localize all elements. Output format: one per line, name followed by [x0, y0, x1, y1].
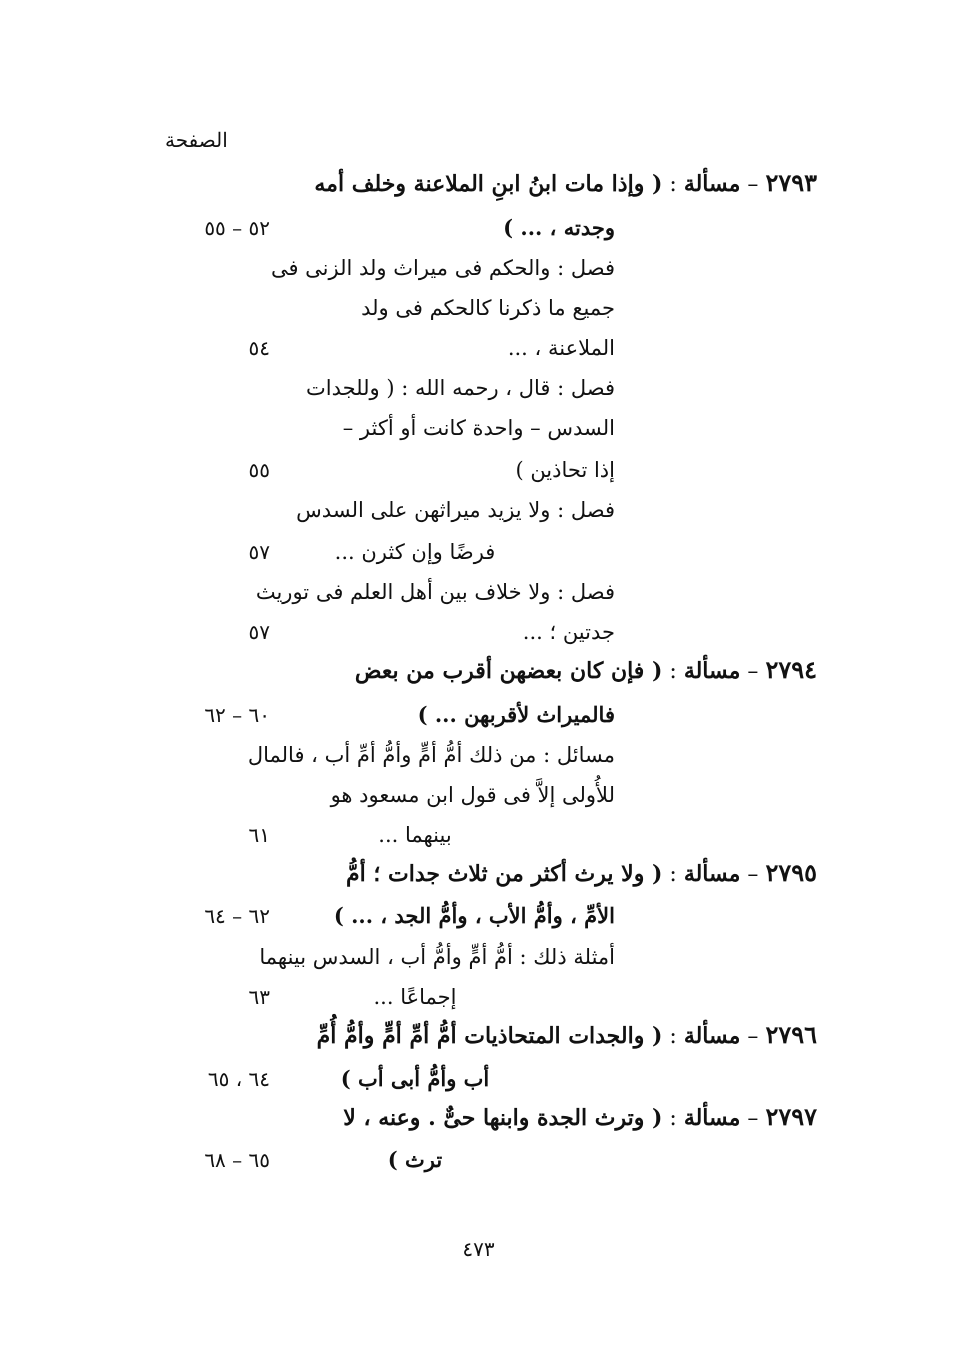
- entry-2797-title-line1: ٢٧٩٧ – مسألة : ( وترث الجدة وابنها حىٌّ . وعنه ، لا: [343, 1102, 817, 1131]
- page-column-header: الصفحة: [165, 128, 228, 152]
- section-line: أمثلة ذلك : أمُّ أمٍّ وأمُّ أب ، السدس بينهما: [259, 945, 615, 969]
- section-pages: ٥٤: [248, 336, 270, 360]
- entry-number: ٢٧٩٤: [765, 655, 817, 684]
- entry-2795-pages: ٦٢ – ٦٤: [204, 904, 270, 928]
- entry-label: مسألة: [683, 171, 741, 197]
- section-line: إجماعًا ...: [373, 985, 457, 1009]
- section-line: فصل : قال ، رحمه الله : ( وللجدات: [305, 376, 615, 400]
- section-line: مسائل : من ذلك أمُّ أمٍّ وأمُّ أمِّ أب ، فالمال: [247, 743, 615, 767]
- entry-2797-pages: ٦٥ – ٦٨: [204, 1148, 270, 1172]
- entry-title: ( والجدات المتحاذيات أمُّ أمِّ أمٍّ وأمُّ أُمِّ: [316, 1023, 663, 1049]
- entry-2797-title-line2: ترث ): [387, 1147, 443, 1172]
- page-number: ٤٧٣: [462, 1237, 495, 1261]
- entry-label: مسألة: [683, 1105, 741, 1131]
- section-pages: ٥٥: [248, 458, 270, 482]
- entry-2794-title-line1: ٢٧٩٤ – مسألة : ( فإن كان بعضهن أقرب من بعض: [354, 655, 817, 684]
- entry-2793-title-line1: ٢٧٩٣ – مسألة : ( وإذا مات ابنُ ابنِ الملاعنة وخلف أمه: [314, 168, 817, 197]
- section-line: فرضًا وإن كثرن ...: [334, 540, 496, 564]
- entry-2796-title-line2: أب وأمُّ أبى أب ): [340, 1066, 490, 1091]
- section-line: للأُولى إلاَّ فى قول ابن مسعود هو: [330, 783, 615, 807]
- entry-2795-title-line1: ٢٧٩٥ – مسألة : ( ولا يرث أكثر من ثلاث جدات ؛ أمُّ: [346, 858, 817, 887]
- entry-number: ٢٧٩٣: [765, 168, 817, 197]
- entry-2793-title-line2: وجدته ، ... ): [503, 215, 615, 240]
- entry-2793-pages: ٥٢ – ٥٥: [204, 216, 270, 240]
- section-pages: ٦١: [248, 823, 270, 847]
- entry-title: ( ولا يرث أكثر من ثلاث جدات ؛ أمُّ: [346, 861, 663, 887]
- entry-label: مسألة: [683, 861, 741, 887]
- entry-label: مسألة: [683, 1023, 741, 1049]
- section-line: فصل : والحكم فى ميراث ولد الزنى فى: [270, 256, 615, 280]
- entry-title: ( فإن كان بعضهن أقرب من بعض: [354, 658, 663, 684]
- section-line: بينهما ...: [378, 823, 452, 847]
- entry-2796-title-line1: ٢٧٩٦ – مسألة : ( والجدات المتحاذيات أمُّ أمِّ أمٍّ وأمُّ أُمِّ: [316, 1020, 817, 1049]
- section-line: إذا تحاذين ): [515, 458, 615, 482]
- entry-2794-pages: ٦٠ – ٦٢: [204, 703, 270, 727]
- section-line: فصل : ولا خلاف بين أهل العلم فى توريث: [255, 580, 615, 604]
- entry-2794-title-line2: فالميراث لأقربهن ... ): [417, 702, 615, 727]
- section-line: فصل : ولا يزيد ميراثهن على السدس: [296, 498, 615, 522]
- entry-2795-title-line2: الأمِّ ، وأمُّ الأب ، وأمُّ الجد ، ... ): [333, 903, 615, 928]
- entry-title: ( وإذا مات ابنُ ابنِ الملاعنة وخلف أمه: [314, 171, 663, 197]
- section-pages: ٦٣: [248, 985, 270, 1009]
- section-line: جميع ما ذكرنا كالحكم فى ولد: [361, 296, 615, 320]
- entry-label: مسألة: [683, 658, 741, 684]
- entry-number: ٢٧٩٦: [765, 1020, 817, 1049]
- entry-2796-pages: ٦٤ ، ٦٥: [207, 1067, 270, 1091]
- entry-number: ٢٧٩٧: [765, 1102, 817, 1131]
- section-pages: ٥٧: [248, 540, 270, 564]
- section-line: الملاعنة ، ...: [507, 336, 615, 360]
- section-pages: ٥٧: [248, 620, 270, 644]
- section-line: السدس – واحدة كانت أو أكثر –: [342, 416, 615, 440]
- entry-title: ( وترث الجدة وابنها حىٌّ . وعنه ، لا: [343, 1105, 663, 1131]
- section-line: جدتين ؛ ...: [522, 620, 615, 644]
- entry-number: ٢٧٩٥: [765, 858, 817, 887]
